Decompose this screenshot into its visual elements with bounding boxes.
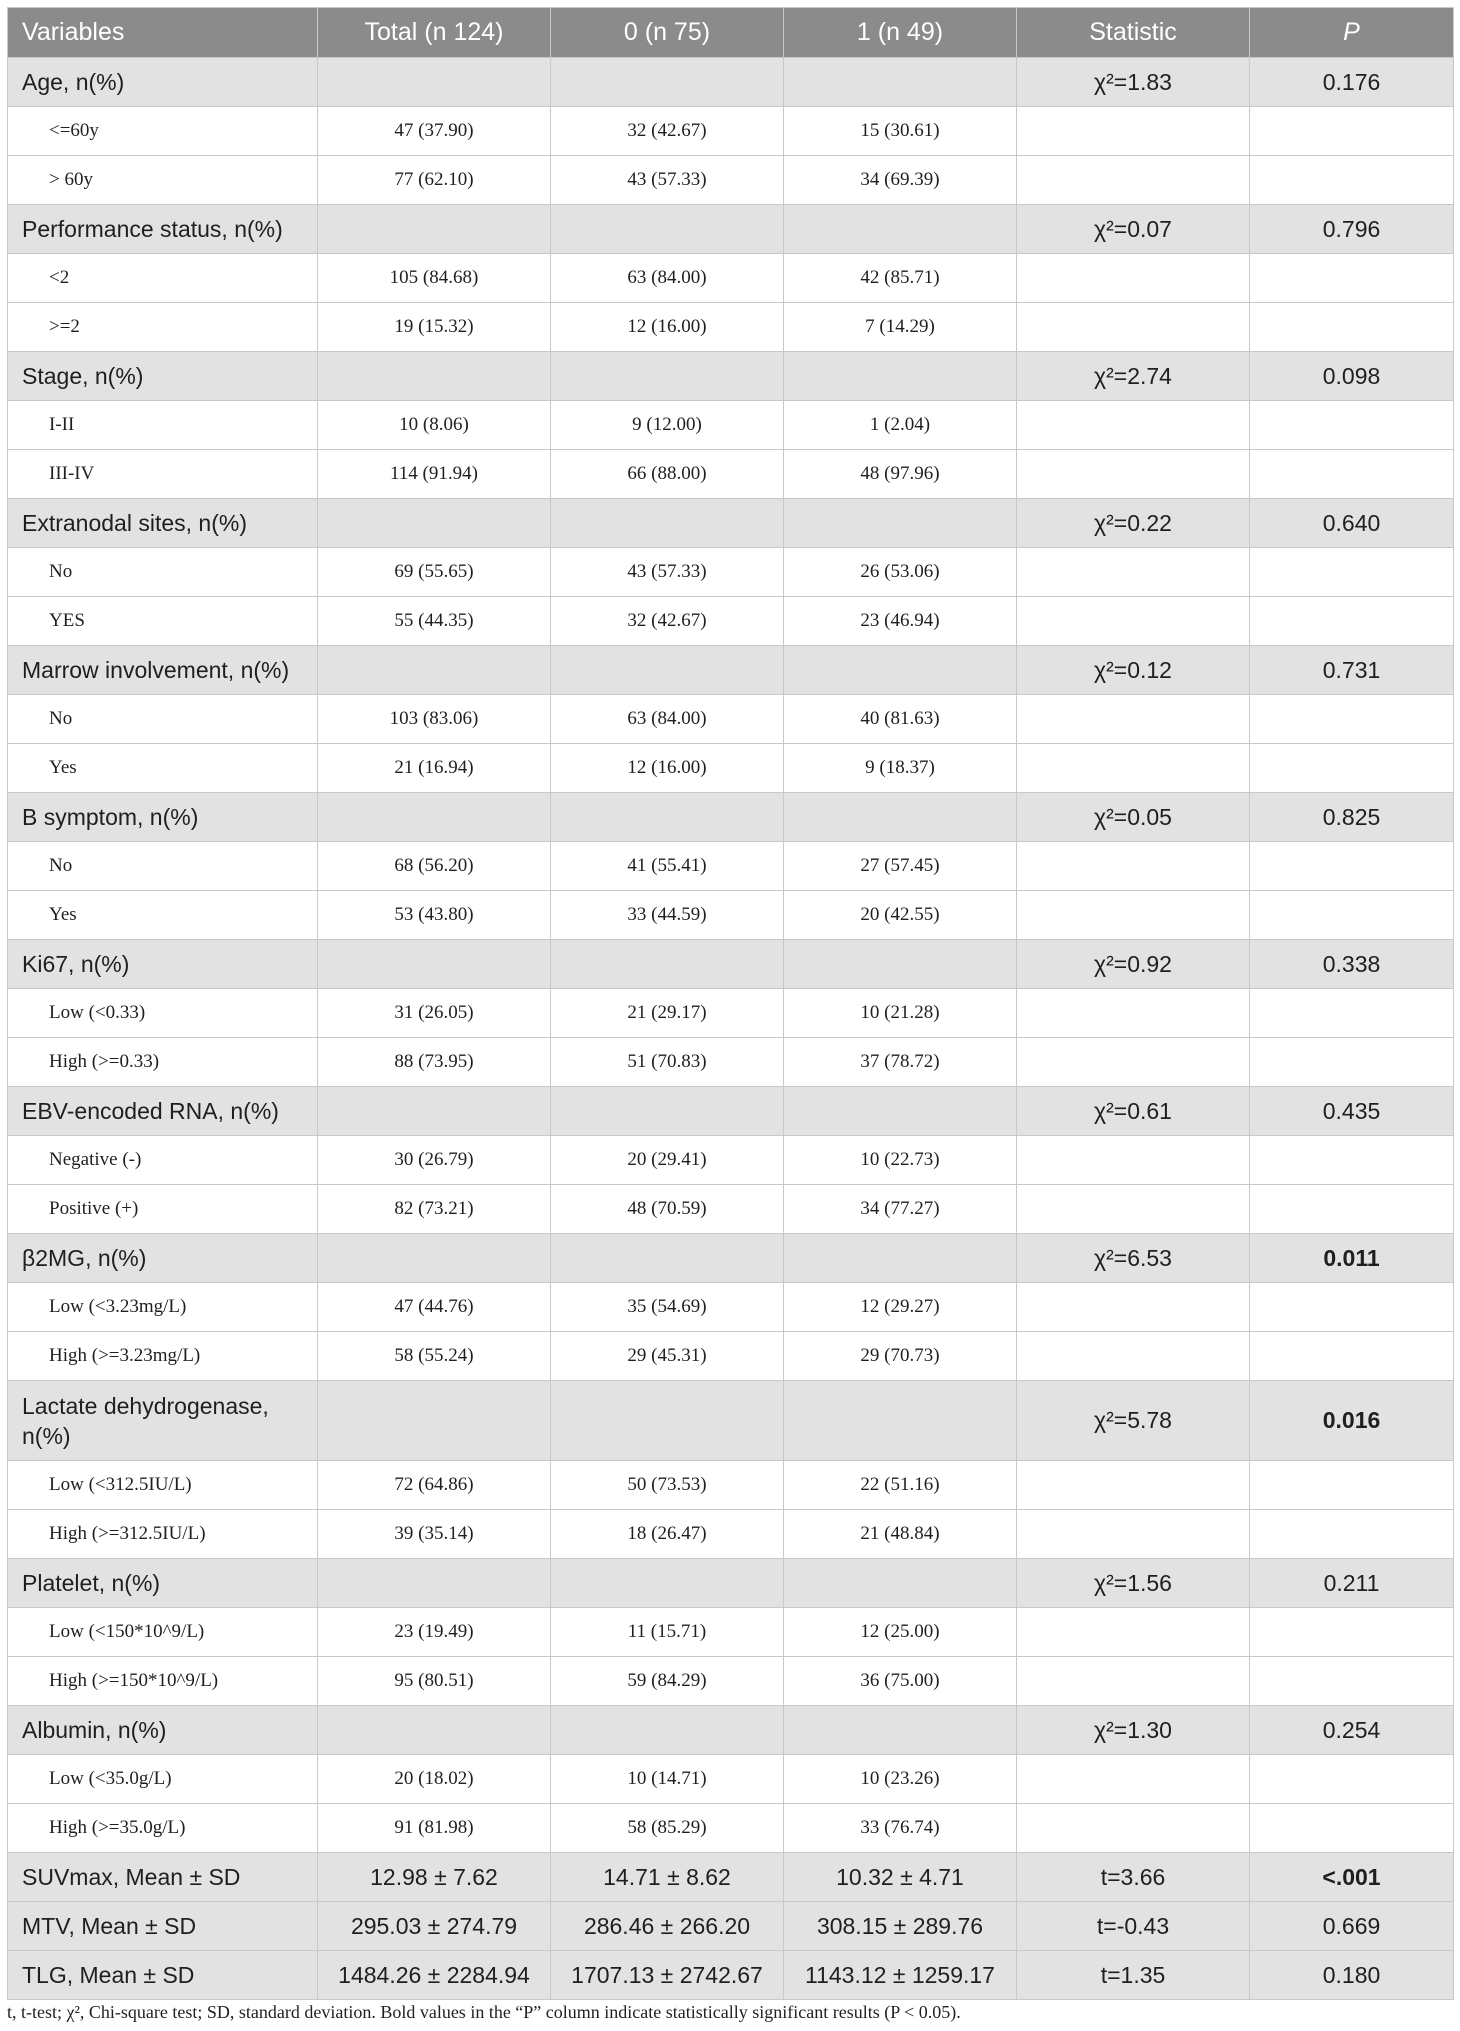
- statistic-value: χ²=0.61: [1017, 1087, 1250, 1136]
- variable-label: Performance status, n(%): [8, 205, 318, 254]
- group-0-count: 12 (16.00): [551, 744, 784, 793]
- empty-cell: [1250, 107, 1454, 156]
- empty-cell: [551, 1559, 784, 1608]
- empty-cell: [784, 1381, 1017, 1461]
- group-1-count: 7 (14.29): [784, 303, 1017, 352]
- variable-label: Ki67, n(%): [8, 940, 318, 989]
- total-value: 1484.26 ± 2284.94: [318, 1951, 551, 2000]
- empty-cell: [1250, 1332, 1454, 1381]
- subgroup-row: [8, 695, 1454, 744]
- group-row: [8, 793, 1454, 842]
- statistic-value: χ²=0.05: [1017, 793, 1250, 842]
- empty-cell: [318, 352, 551, 401]
- subgroup-label: <2: [8, 254, 318, 303]
- empty-cell: [1017, 156, 1250, 205]
- subgroup-label: No: [8, 548, 318, 597]
- empty-cell: [551, 1234, 784, 1283]
- group-0-count: 35 (54.69): [551, 1283, 784, 1332]
- empty-cell: [1017, 695, 1250, 744]
- total-count: 103 (83.06): [318, 695, 551, 744]
- total-count: 21 (16.94): [318, 744, 551, 793]
- empty-cell: [551, 499, 784, 548]
- subgroup-label: Low (<3.23mg/L): [8, 1283, 318, 1332]
- group-row: [8, 646, 1454, 695]
- empty-cell: [551, 1706, 784, 1755]
- group-0-count: 18 (26.47): [551, 1510, 784, 1559]
- empty-cell: [551, 940, 784, 989]
- empty-cell: [1250, 450, 1454, 499]
- empty-cell: [318, 793, 551, 842]
- total-count: 19 (15.32): [318, 303, 551, 352]
- empty-cell: [551, 793, 784, 842]
- subgroup-row: [8, 1461, 1454, 1510]
- subgroup-row: [8, 1185, 1454, 1234]
- total-count: 55 (44.35): [318, 597, 551, 646]
- empty-cell: [1017, 450, 1250, 499]
- group-row: [8, 940, 1454, 989]
- total-count: 88 (73.95): [318, 1038, 551, 1087]
- group-row: [8, 1087, 1454, 1136]
- header-group-1: 1 (n 49): [784, 8, 1017, 58]
- empty-cell: [1250, 1657, 1454, 1706]
- group-1-count: 27 (57.45): [784, 842, 1017, 891]
- group-1-count: 36 (75.00): [784, 1657, 1017, 1706]
- empty-cell: [1250, 1038, 1454, 1087]
- total-count: 23 (19.49): [318, 1608, 551, 1657]
- results-table: [7, 7, 1454, 2000]
- subgroup-row: [8, 303, 1454, 352]
- empty-cell: [784, 940, 1017, 989]
- empty-cell: [318, 1381, 551, 1461]
- group-1-count: 20 (42.55): [784, 891, 1017, 940]
- subgroup-row: [8, 842, 1454, 891]
- empty-cell: [1250, 891, 1454, 940]
- subgroup-label: III-IV: [8, 450, 318, 499]
- statistic-value: χ²=1.30: [1017, 1706, 1250, 1755]
- empty-cell: [318, 58, 551, 107]
- group-1-count: 33 (76.74): [784, 1804, 1017, 1853]
- empty-cell: [318, 205, 551, 254]
- subgroup-label: High (>=3.23mg/L): [8, 1332, 318, 1381]
- empty-cell: [1250, 156, 1454, 205]
- total-count: 91 (81.98): [318, 1804, 551, 1853]
- group-0-count: 32 (42.67): [551, 107, 784, 156]
- empty-cell: [784, 1559, 1017, 1608]
- subgroup-label: I-II: [8, 401, 318, 450]
- subgroup-row: [8, 744, 1454, 793]
- empty-cell: [1250, 597, 1454, 646]
- empty-cell: [1017, 1510, 1250, 1559]
- subgroup-label: <=60y: [8, 107, 318, 156]
- subgroup-row: [8, 1283, 1454, 1332]
- subgroup-label: No: [8, 842, 318, 891]
- p-value: 0.211: [1250, 1559, 1454, 1608]
- empty-cell: [1250, 1804, 1454, 1853]
- subgroup-row: [8, 1608, 1454, 1657]
- subgroup-label: Negative (-): [8, 1136, 318, 1185]
- variable-label: Albumin, n(%): [8, 1706, 318, 1755]
- group-1-count: 21 (48.84): [784, 1510, 1017, 1559]
- total-count: 95 (80.51): [318, 1657, 551, 1706]
- total-count: 53 (43.80): [318, 891, 551, 940]
- group-row: [8, 205, 1454, 254]
- statistic-value: t=-0.43: [1017, 1902, 1250, 1951]
- subgroup-label: No: [8, 695, 318, 744]
- variable-label: Marrow involvement, n(%): [8, 646, 318, 695]
- empty-cell: [1017, 107, 1250, 156]
- empty-cell: [318, 1559, 551, 1608]
- group-0-count: 11 (15.71): [551, 1608, 784, 1657]
- group-0-count: 59 (84.29): [551, 1657, 784, 1706]
- total-count: 77 (62.10): [318, 156, 551, 205]
- empty-cell: [1250, 744, 1454, 793]
- statistic-value: χ²=2.74: [1017, 352, 1250, 401]
- empty-cell: [1250, 842, 1454, 891]
- empty-cell: [784, 499, 1017, 548]
- group-0-count: 12 (16.00): [551, 303, 784, 352]
- subgroup-row: [8, 107, 1454, 156]
- empty-cell: [318, 1087, 551, 1136]
- empty-cell: [1017, 597, 1250, 646]
- group-1-count: 29 (70.73): [784, 1332, 1017, 1381]
- subgroup-label: Low (<312.5IU/L): [8, 1461, 318, 1510]
- group-1-count: 42 (85.71): [784, 254, 1017, 303]
- variable-label: MTV, Mean ± SD: [8, 1902, 318, 1951]
- p-value: 0.640: [1250, 499, 1454, 548]
- group-row: [8, 1234, 1454, 1283]
- subgroup-row: [8, 597, 1454, 646]
- subgroup-label: High (>=312.5IU/L): [8, 1510, 318, 1559]
- header-total: Total (n 124): [318, 8, 551, 58]
- header-statistic: Statistic: [1017, 8, 1250, 58]
- empty-cell: [1017, 254, 1250, 303]
- total-value: 295.03 ± 274.79: [318, 1902, 551, 1951]
- group-row: [8, 1706, 1454, 1755]
- header-variables: Variables: [8, 8, 318, 58]
- group-0-count: 63 (84.00): [551, 695, 784, 744]
- empty-cell: [784, 1706, 1017, 1755]
- variable-label: SUVmax, Mean ± SD: [8, 1853, 318, 1902]
- group-1-count: 48 (97.96): [784, 450, 1017, 499]
- variable-label: Stage, n(%): [8, 352, 318, 401]
- group-1-count: 40 (81.63): [784, 695, 1017, 744]
- empty-cell: [1250, 1283, 1454, 1332]
- empty-cell: [1017, 1185, 1250, 1234]
- empty-cell: [784, 793, 1017, 842]
- p-value: 0.254: [1250, 1706, 1454, 1755]
- variable-label: β2MG, n(%): [8, 1234, 318, 1283]
- subgroup-label: Yes: [8, 744, 318, 793]
- group-0-count: 41 (55.41): [551, 842, 784, 891]
- group-1-value: 308.15 ± 289.76: [784, 1902, 1017, 1951]
- group-0-count: 43 (57.33): [551, 156, 784, 205]
- subgroup-label: >=2: [8, 303, 318, 352]
- group-1-count: 34 (69.39): [784, 156, 1017, 205]
- group-0-count: 48 (70.59): [551, 1185, 784, 1234]
- group-1-count: 10 (21.28): [784, 989, 1017, 1038]
- empty-cell: [1017, 1755, 1250, 1804]
- table-body: [8, 58, 1454, 2000]
- statistic-value: χ²=0.22: [1017, 499, 1250, 548]
- group-1-count: 26 (53.06): [784, 548, 1017, 597]
- total-count: 72 (64.86): [318, 1461, 551, 1510]
- empty-cell: [784, 205, 1017, 254]
- empty-cell: [1017, 401, 1250, 450]
- group-row: [8, 352, 1454, 401]
- p-value: 0.180: [1250, 1951, 1454, 2000]
- subgroup-label: High (>=0.33): [8, 1038, 318, 1087]
- p-value: 0.435: [1250, 1087, 1454, 1136]
- p-value: 0.016: [1250, 1381, 1454, 1461]
- empty-cell: [318, 499, 551, 548]
- group-0-count: 10 (14.71): [551, 1755, 784, 1804]
- continuous-row: [8, 1951, 1454, 2000]
- subgroup-row: [8, 1804, 1454, 1853]
- group-1-count: 12 (25.00): [784, 1608, 1017, 1657]
- empty-cell: [551, 58, 784, 107]
- header-group-0: 0 (n 75): [551, 8, 784, 58]
- group-0-count: 33 (44.59): [551, 891, 784, 940]
- empty-cell: [551, 205, 784, 254]
- p-value: 0.796: [1250, 205, 1454, 254]
- total-count: 10 (8.06): [318, 401, 551, 450]
- group-0-value: 286.46 ± 266.20: [551, 1902, 784, 1951]
- group-0-count: 29 (45.31): [551, 1332, 784, 1381]
- variable-label: Platelet, n(%): [8, 1559, 318, 1608]
- empty-cell: [1017, 1332, 1250, 1381]
- empty-cell: [318, 646, 551, 695]
- p-value: 0.731: [1250, 646, 1454, 695]
- empty-cell: [1250, 1755, 1454, 1804]
- empty-cell: [784, 58, 1017, 107]
- statistic-value: χ²=6.53: [1017, 1234, 1250, 1283]
- subgroup-label: Yes: [8, 891, 318, 940]
- variable-label: Age, n(%): [8, 58, 318, 107]
- group-1-count: 9 (18.37): [784, 744, 1017, 793]
- statistic-value: χ²=0.12: [1017, 646, 1250, 695]
- variable-label: Extranodal sites, n(%): [8, 499, 318, 548]
- variable-label: B symptom, n(%): [8, 793, 318, 842]
- subgroup-row: [8, 450, 1454, 499]
- empty-cell: [784, 352, 1017, 401]
- group-0-count: 21 (29.17): [551, 989, 784, 1038]
- group-1-value: 10.32 ± 4.71: [784, 1853, 1017, 1902]
- group-1-count: 34 (77.27): [784, 1185, 1017, 1234]
- empty-cell: [1250, 695, 1454, 744]
- p-value: 0.011: [1250, 1234, 1454, 1283]
- p-value: 0.176: [1250, 58, 1454, 107]
- p-value: <.001: [1250, 1853, 1454, 1902]
- empty-cell: [1250, 1461, 1454, 1510]
- subgroup-row: [8, 156, 1454, 205]
- group-0-count: 32 (42.67): [551, 597, 784, 646]
- subgroup-row: [8, 1136, 1454, 1185]
- group-0-count: 51 (70.83): [551, 1038, 784, 1087]
- continuous-row: [8, 1902, 1454, 1951]
- subgroup-label: Low (<0.33): [8, 989, 318, 1038]
- p-value: 0.338: [1250, 940, 1454, 989]
- subgroup-row: [8, 1332, 1454, 1381]
- empty-cell: [1017, 1657, 1250, 1706]
- p-value: 0.825: [1250, 793, 1454, 842]
- group-0-count: 66 (88.00): [551, 450, 784, 499]
- empty-cell: [1017, 1461, 1250, 1510]
- group-row: [8, 1381, 1454, 1461]
- empty-cell: [551, 1381, 784, 1461]
- empty-cell: [1017, 989, 1250, 1038]
- total-count: 47 (44.76): [318, 1283, 551, 1332]
- empty-cell: [1250, 254, 1454, 303]
- empty-cell: [1250, 989, 1454, 1038]
- empty-cell: [1017, 1038, 1250, 1087]
- group-0-count: 43 (57.33): [551, 548, 784, 597]
- subgroup-row: [8, 1510, 1454, 1559]
- group-0-count: 63 (84.00): [551, 254, 784, 303]
- empty-cell: [551, 1087, 784, 1136]
- variable-label: Lactate dehydrogenase, n(%): [8, 1381, 318, 1461]
- group-1-count: 15 (30.61): [784, 107, 1017, 156]
- subgroup-row: [8, 254, 1454, 303]
- empty-cell: [551, 646, 784, 695]
- subgroup-label: > 60y: [8, 156, 318, 205]
- group-0-value: 14.71 ± 8.62: [551, 1853, 784, 1902]
- empty-cell: [1017, 1804, 1250, 1853]
- statistic-value: χ²=0.92: [1017, 940, 1250, 989]
- empty-cell: [1017, 1136, 1250, 1185]
- empty-cell: [1250, 548, 1454, 597]
- group-1-count: 23 (46.94): [784, 597, 1017, 646]
- total-count: 105 (84.68): [318, 254, 551, 303]
- total-count: 68 (56.20): [318, 842, 551, 891]
- statistic-value: χ²=0.07: [1017, 205, 1250, 254]
- total-count: 82 (73.21): [318, 1185, 551, 1234]
- group-1-count: 1 (2.04): [784, 401, 1017, 450]
- empty-cell: [1017, 303, 1250, 352]
- empty-cell: [1017, 842, 1250, 891]
- subgroup-row: [8, 1038, 1454, 1087]
- group-0-count: 58 (85.29): [551, 1804, 784, 1853]
- group-0-count: 50 (73.53): [551, 1461, 784, 1510]
- subgroup-label: YES: [8, 597, 318, 646]
- total-count: 114 (91.94): [318, 450, 551, 499]
- group-1-count: 22 (51.16): [784, 1461, 1017, 1510]
- empty-cell: [784, 1234, 1017, 1283]
- subgroup-label: Low (<35.0g/L): [8, 1755, 318, 1804]
- total-count: 30 (26.79): [318, 1136, 551, 1185]
- empty-cell: [1250, 401, 1454, 450]
- total-count: 39 (35.14): [318, 1510, 551, 1559]
- empty-cell: [1250, 303, 1454, 352]
- table-footnote: t, t-test; χ², Chi-square test; SD, standard deviation. Bold values in the “P” column indicate statistically significant results (P < 0.05).: [7, 2002, 961, 2022]
- statistic-value: χ²=5.78: [1017, 1381, 1250, 1461]
- total-count: 69 (55.65): [318, 548, 551, 597]
- empty-cell: [1017, 548, 1250, 597]
- group-1-count: 37 (78.72): [784, 1038, 1017, 1087]
- total-count: 47 (37.90): [318, 107, 551, 156]
- empty-cell: [551, 352, 784, 401]
- empty-cell: [784, 646, 1017, 695]
- subgroup-row: [8, 548, 1454, 597]
- continuous-row: [8, 1853, 1454, 1902]
- header-row: [8, 8, 1454, 58]
- empty-cell: [1017, 891, 1250, 940]
- statistic-value: t=3.66: [1017, 1853, 1250, 1902]
- empty-cell: [1250, 1185, 1454, 1234]
- total-count: 20 (18.02): [318, 1755, 551, 1804]
- empty-cell: [318, 940, 551, 989]
- subgroup-label: High (>=150*10^9/L): [8, 1657, 318, 1706]
- empty-cell: [318, 1234, 551, 1283]
- group-1-count: 12 (29.27): [784, 1283, 1017, 1332]
- empty-cell: [1250, 1510, 1454, 1559]
- empty-cell: [1017, 1608, 1250, 1657]
- variable-label: TLG, Mean ± SD: [8, 1951, 318, 2000]
- group-1-count: 10 (23.26): [784, 1755, 1017, 1804]
- subgroup-label: Low (<150*10^9/L): [8, 1608, 318, 1657]
- empty-cell: [1017, 744, 1250, 793]
- subgroup-row: [8, 989, 1454, 1038]
- group-row: [8, 1559, 1454, 1608]
- group-0-value: 1707.13 ± 2742.67: [551, 1951, 784, 2000]
- subgroup-row: [8, 891, 1454, 940]
- variable-label: EBV-encoded RNA, n(%): [8, 1087, 318, 1136]
- total-count: 31 (26.05): [318, 989, 551, 1038]
- subgroup-label: High (>=35.0g/L): [8, 1804, 318, 1853]
- empty-cell: [1250, 1136, 1454, 1185]
- subgroup-row: [8, 401, 1454, 450]
- subgroup-label: Positive (+): [8, 1185, 318, 1234]
- group-row: [8, 58, 1454, 107]
- empty-cell: [1250, 1608, 1454, 1657]
- header-p: P: [1250, 8, 1454, 58]
- group-row: [8, 499, 1454, 548]
- statistic-value: χ²=1.83: [1017, 58, 1250, 107]
- p-value: 0.669: [1250, 1902, 1454, 1951]
- total-count: 58 (55.24): [318, 1332, 551, 1381]
- statistic-value: t=1.35: [1017, 1951, 1250, 2000]
- subgroup-row: [8, 1755, 1454, 1804]
- group-0-count: 9 (12.00): [551, 401, 784, 450]
- group-1-value: 1143.12 ± 1259.17: [784, 1951, 1017, 2000]
- group-1-count: 10 (22.73): [784, 1136, 1017, 1185]
- group-0-count: 20 (29.41): [551, 1136, 784, 1185]
- statistic-value: χ²=1.56: [1017, 1559, 1250, 1608]
- empty-cell: [1017, 1283, 1250, 1332]
- subgroup-row: [8, 1657, 1454, 1706]
- empty-cell: [784, 1087, 1017, 1136]
- empty-cell: [318, 1706, 551, 1755]
- total-value: 12.98 ± 7.62: [318, 1853, 551, 1902]
- p-value: 0.098: [1250, 352, 1454, 401]
